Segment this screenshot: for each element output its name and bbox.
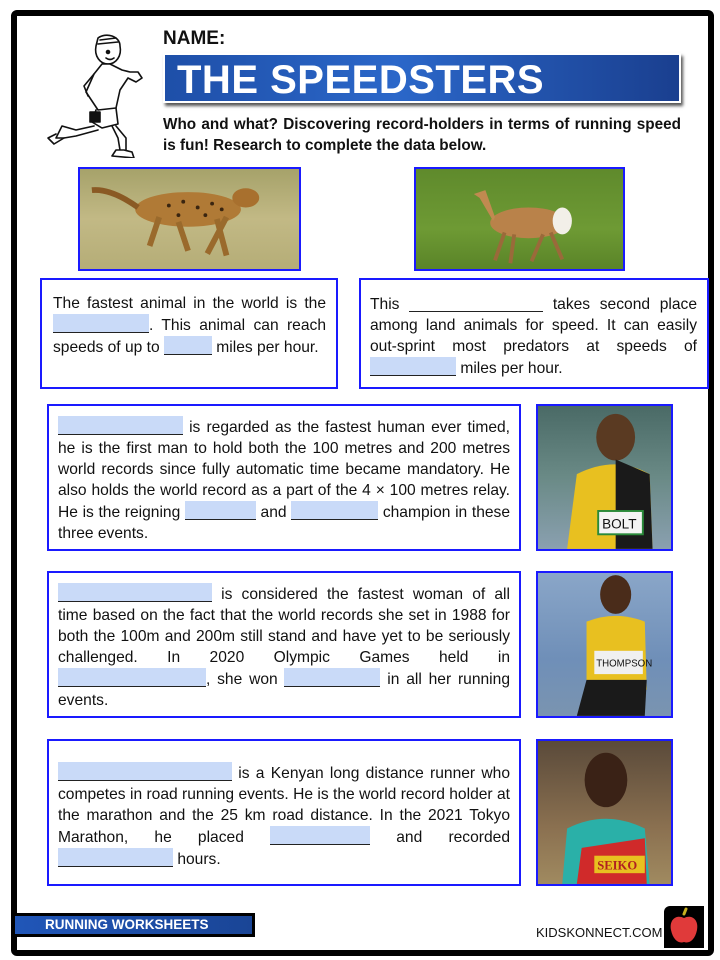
pronghorn-speed-blank[interactable] [370,357,456,376]
flojo-text-3: in all her running events. [58,671,510,709]
pronghorn-text-3: miles per hour. [456,360,563,377]
bolt-championship-1-blank[interactable] [185,501,256,520]
cheetah-text-2: . This animal can reach speeds of up to [53,317,326,356]
svg-text:BOLT: BOLT [602,516,637,532]
bolt-photo [536,404,673,551]
fastest-animal-blank[interactable] [53,314,149,333]
medals-won-blank[interactable] [284,668,380,687]
cheetah-question-box [40,278,338,389]
thompson-photo [536,571,673,718]
flojo-text-1: is considered the fastest woman of all time based on the fact that the world records she set in 1988 for both the 100m and 200m still stand and have yet to be seriously challenged. In 2020 Olympic Games held in [58,586,510,666]
sprinter-figure-icon [538,573,671,716]
pronghorn-text-2: takes second place among land animals for speed. It can easily out-sprint most predators at speeds of [370,296,697,355]
cheetah-image [78,167,301,271]
cheetah-text-1: The fastest animal in the world is the [53,295,326,312]
bolt-question-box [47,404,521,551]
runner-figure-icon [538,741,671,884]
olympic-city-blank[interactable] [58,668,206,687]
footer-tab: RUNNING WORKSHEETS [15,913,255,937]
kenyan-runner-blank[interactable] [58,762,232,781]
cheetah-text-3: miles per hour. [211,339,319,356]
fastest-woman-question-box [47,571,521,718]
footer-site: KIDSKONNECT.COM [536,925,663,940]
cheetah-silhouette-icon [80,169,299,269]
kipchoge-text-3: hours. [173,851,221,868]
name-label: NAME: [163,28,226,49]
kipchoge-photo [536,739,673,886]
svg-text:THOMPSON: THOMPSON [596,658,653,670]
second-animal-blank[interactable] [409,293,543,312]
svg-text:SEIKO: SEIKO [597,858,638,873]
kenyan-runner-question-box [47,739,521,886]
marathon-time-blank[interactable] [58,848,173,867]
running-boy-illustration [36,30,154,158]
sprinter-figure-icon [538,406,671,549]
intro-text: Who and what? Discovering record-holders in terms of running speed is fun! Research to complete the data below. [163,116,681,154]
fastest-woman-blank[interactable] [58,583,212,602]
pronghorn-text-1: This [370,296,410,313]
cheetah-speed-blank[interactable] [164,336,212,355]
pronghorn-question-box [359,278,709,389]
bolt-championship-2-blank[interactable] [291,501,378,520]
tokyo-placement-blank[interactable] [270,826,370,845]
apple-logo-corner [664,906,704,948]
page-title: THE SPEEDSTERS [163,53,681,103]
bolt-text-2: and [255,504,292,521]
apple-icon [664,906,704,948]
bolt-text-1: is regarded as the fastest human ever timed, he is the first man to hold both the 100 metres and 200 metres world records since fully automatic time became mandatory. He also holds the world record as a part of the 4 × 100 metres relay. He is the reigning [58,419,510,521]
bolt-text-3: champion in these three events. [58,504,511,542]
pronghorn-silhouette-icon [416,169,623,269]
kipchoge-text-1: is a Kenyan long distance runner who competes in road running events. He is the world record holder at the marathon and the 25 km road distance. In the 2021 Tokyo Marathon, he placed [58,765,510,846]
pronghorn-image [414,167,625,271]
kipchoge-text-2: and recorded [370,829,510,846]
fastest-man-blank[interactable] [58,416,183,435]
flojo-text-2: , she won [206,671,285,688]
